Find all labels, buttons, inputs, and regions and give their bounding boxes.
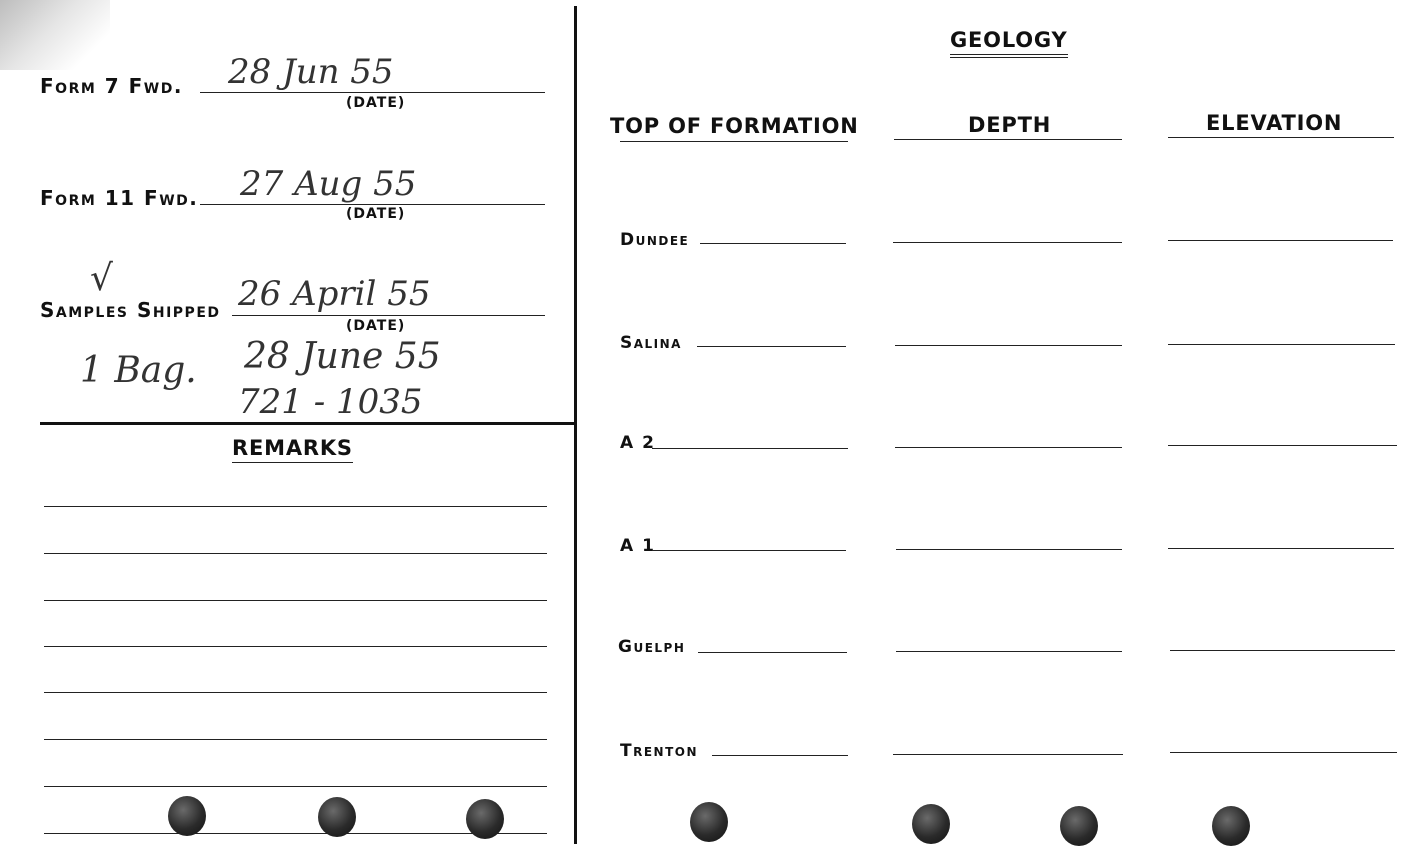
remarks-line — [44, 553, 547, 554]
formation-top-field[interactable] — [700, 243, 846, 244]
form7-date-caption: (DATE) — [346, 95, 406, 111]
column-header-underline — [620, 141, 848, 142]
formation-top-field[interactable] — [652, 550, 846, 551]
elevation-field[interactable] — [1170, 650, 1395, 651]
formation-label: Guelph — [618, 637, 686, 657]
depth-field[interactable] — [895, 447, 1122, 448]
depth-field[interactable] — [896, 549, 1122, 550]
formation-top-field[interactable] — [698, 652, 847, 653]
form7-date-value[interactable]: 28 Jun 55 — [228, 52, 394, 92]
elevation-field[interactable] — [1168, 445, 1397, 446]
elevation-field[interactable] — [1168, 344, 1395, 345]
punch-hole — [466, 799, 504, 839]
elevation-field[interactable] — [1168, 548, 1394, 549]
formation-label: Trenton — [620, 741, 699, 761]
elevation-field[interactable] — [1168, 240, 1393, 241]
remarks-line — [44, 506, 547, 507]
column-header-elevation: ELEVATION — [1206, 111, 1343, 135]
form7-label: Form 7 Fwd. — [40, 74, 183, 98]
punch-hole — [1212, 806, 1250, 846]
samples-date-caption: (DATE) — [346, 318, 406, 334]
form11-line — [200, 204, 545, 205]
handwritten-bag-note: 1 Bag. — [80, 350, 197, 391]
center-divider — [574, 6, 577, 844]
formation-top-field[interactable] — [652, 448, 848, 449]
form11-date-value[interactable]: 27 Aug 55 — [240, 164, 417, 204]
formation-label: A 1 — [620, 536, 656, 556]
column-header-top-of-formation: TOP OF FORMATION — [610, 114, 859, 138]
form11-label: Form 11 Fwd. — [40, 186, 199, 210]
formation-label: Dundee — [620, 230, 690, 250]
samples-line — [232, 315, 545, 316]
punch-hole — [1060, 806, 1098, 846]
column-header-depth: DEPTH — [968, 113, 1052, 137]
scan-corner-shading — [0, 0, 110, 70]
punch-hole — [318, 797, 356, 837]
geology-title: GEOLOGY — [950, 28, 1068, 58]
form7-line — [200, 92, 545, 93]
samples-date-value[interactable]: 26 April 55 — [238, 274, 431, 314]
samples-label: Samples Shipped — [40, 298, 221, 322]
remarks-title: REMARKS — [232, 436, 353, 463]
depth-field[interactable] — [893, 242, 1122, 243]
remarks-line — [44, 646, 547, 647]
samples-check-mark: √ — [90, 258, 113, 299]
punch-hole — [168, 796, 206, 836]
handwritten-shipped-date: 28 June 55 — [244, 336, 441, 377]
formation-label: Salina — [620, 333, 682, 353]
formation-top-field[interactable] — [712, 755, 848, 756]
elevation-field[interactable] — [1170, 752, 1397, 753]
handwritten-depth-range: 721 - 1035 — [238, 382, 423, 422]
form11-date-caption: (DATE) — [346, 206, 406, 222]
remarks-line — [44, 786, 547, 787]
remarks-line — [44, 600, 547, 601]
depth-field[interactable] — [896, 651, 1122, 652]
remarks-line — [44, 739, 547, 740]
depth-field[interactable] — [895, 345, 1122, 346]
column-header-underline — [1168, 137, 1394, 138]
left-panel-divider — [40, 422, 576, 425]
depth-field[interactable] — [893, 754, 1123, 755]
formation-top-field[interactable] — [697, 346, 846, 347]
punch-hole — [690, 802, 728, 842]
formation-label: A 2 — [620, 433, 656, 453]
column-header-underline — [894, 139, 1122, 140]
punch-hole — [912, 804, 950, 844]
remarks-line — [44, 692, 547, 693]
